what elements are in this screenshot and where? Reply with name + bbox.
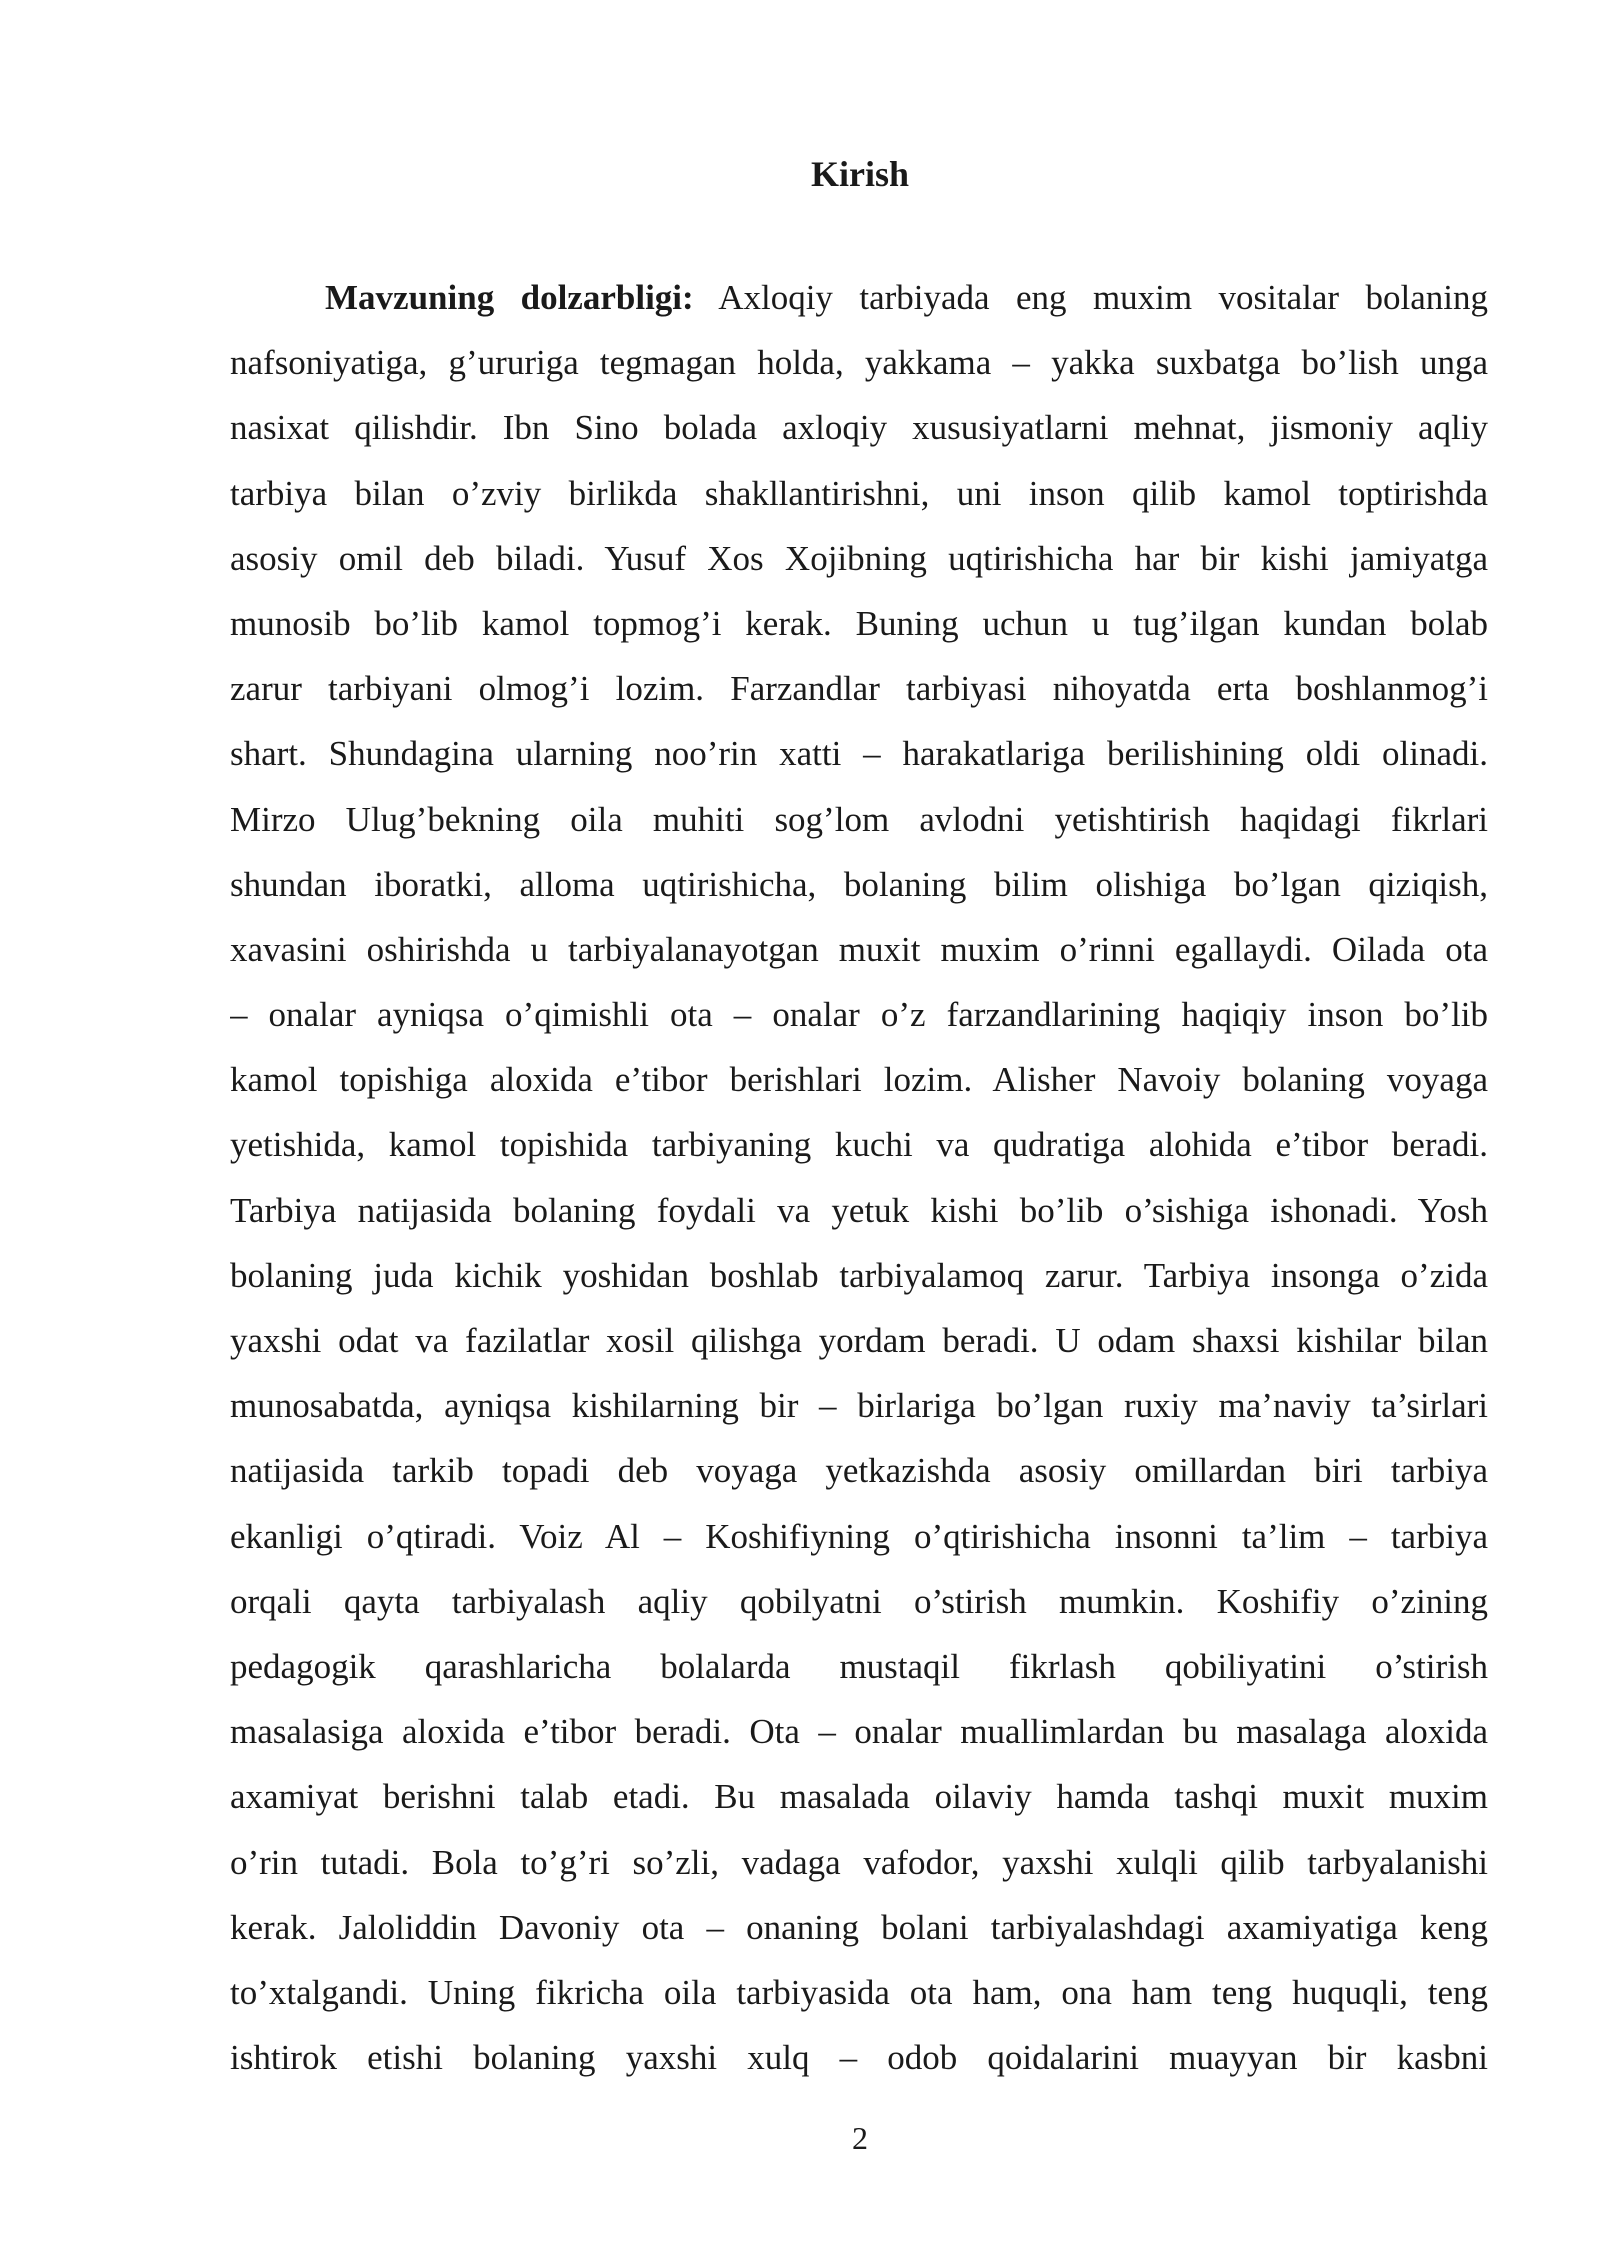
lead-heading: Mavzuning dolzarbligi: xyxy=(325,278,694,317)
paragraph-line: ekanligi o’qtiradi. Voiz Al – Koshifiyning o’qtirishicha insonni ta’lim – tarbiya xyxy=(230,1516,1488,1556)
paragraph-line: orqali qayta tarbiyalash aqliy qobilyatni o’stirish mumkin. Koshifiy o’zining xyxy=(230,1581,1488,1621)
paragraph-line: ishtirok etishi bolaning yaxshi xulq – odob qoidalarini muayyan bir kasbni xyxy=(230,2038,1488,2078)
paragraph-line: kamol topishiga aloxida e’tibor berishlari lozim. Alisher Navoiy bolaning voyaga xyxy=(230,1060,1488,1100)
paragraph-line: munosabatda, ayniqsa kishilarning bir – birlariga bo’lgan ruxiy ma’naviy ta’sirlari xyxy=(230,1386,1488,1426)
paragraph-line: asosiy omil deb biladi. Yusuf Xos Xojibning uqtirishicha har bir kishi jamiyatga xyxy=(230,538,1488,578)
paragraph-line: bolaning juda kichik yoshidan boshlab tarbiyalamoq zarur. Tarbiya insonga o’zida xyxy=(230,1255,1488,1295)
paragraph-line: – onalar ayniqsa o’qimishli ota – onalar o’z farzandlarining haqiqiy inson bo’lib xyxy=(230,995,1488,1035)
body-paragraph xyxy=(230,265,1488,2090)
paragraph-line: tarbiya bilan o’zviy birlikda shakllantirishni, uni inson qilib kamol toptirishda xyxy=(230,473,1488,513)
paragraph-line: nafsoniyatiga, g’ururiga tegmagan holda, yakkama – yakka suxbatga bo’lish unga xyxy=(230,343,1488,383)
paragraph-line: axamiyat berishni talab etadi. Bu masalada oilaviy hamda tashqi muxit muxim xyxy=(230,1777,1488,1817)
paragraph-line: shundan iboratki, alloma uqtirishicha, bolaning bilim olishiga bo’lgan qiziqish, xyxy=(230,864,1488,904)
paragraph-line: zarur tarbiyani olmog’i lozim. Farzandlar tarbiyasi nihoyatda erta boshlanmog’i xyxy=(230,669,1488,709)
paragraph-line: munosib bo’lib kamol topmog’i kerak. Buning uchun u tug’ilgan kundan bolab xyxy=(230,603,1488,643)
first-line-text: Axloqiy tarbiyada eng muxim vositalar bolaning xyxy=(693,278,1488,317)
paragraph-line: Tarbiya natijasida bolaning foydali va yetuk kishi bo’lib o’sishiga ishonadi. Yosh xyxy=(230,1190,1488,1230)
paragraph-line: nasixat qilishdir. Ibn Sino bolada axloqiy xususiyatlarni mehnat, jismoniy aqliy xyxy=(230,408,1488,448)
paragraph-line xyxy=(230,265,1488,330)
paragraph-line: yaxshi odat va fazilatlar xosil qilishga yordam beradi. U odam shaxsi kishilar bilan xyxy=(230,1321,1488,1360)
paragraph-line: kerak. Jaloliddin Davoniy ota – onaning bolani tarbiyalashdagi axamiyatiga keng xyxy=(230,1907,1488,1947)
paragraph-line: shart. Shundagina ularning noo’rin xatti – harakatlariga berilishining oldi olinadi. xyxy=(230,734,1488,774)
paragraph-line: o’rin tutadi. Bola to’g’ri so’zli, vadaga vafodor, yaxshi xulqli qilib tarbyalanishi xyxy=(230,1842,1488,1882)
paragraph-line: masalasiga aloxida e’tibor beradi. Ota – onalar muallimlardan bu masalaga aloxida xyxy=(230,1712,1488,1752)
paragraph-line: Mirzo Ulug’bekning oila muhiti sog’lom avlodni yetishtirish haqidagi fikrlari xyxy=(230,799,1488,839)
paragraph-line: pedagogik qarashlaricha bolalarda mustaqil fikrlash qobiliyatini o’stirish xyxy=(230,1646,1488,1686)
page-number: 2 xyxy=(852,2120,868,2156)
page-title: Kirish xyxy=(810,154,909,194)
paragraph-line: yetishida, kamol topishida tarbiyaning kuchi va qudratiga alohida e’tibor beradi. xyxy=(230,1125,1488,1165)
paragraph-line: to’xtalgandi. Uning fikricha oila tarbiyasida ota ham, ona ham teng huquqli, teng xyxy=(230,1972,1488,2012)
paragraph-line: xavasini oshirishda u tarbiyalanayotgan muxit muxim o’rinni egallaydi. Oilada ota xyxy=(230,929,1488,969)
paragraph-line: natijasida tarkib topadi deb voyaga yetkazishda asosiy omillardan biri tarbiya xyxy=(230,1451,1488,1491)
